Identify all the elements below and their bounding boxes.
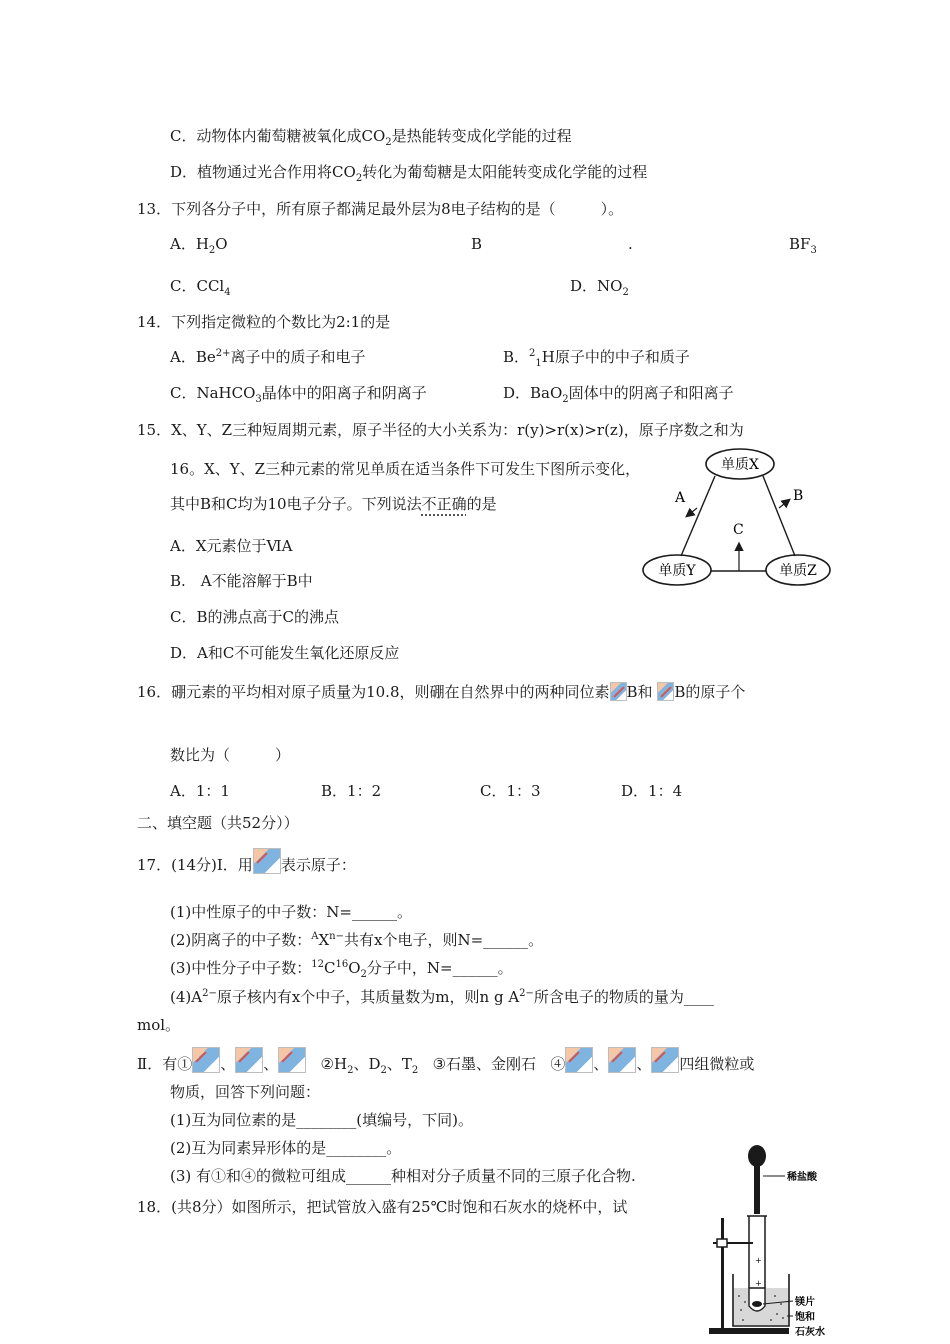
image-placeholder-icon (253, 848, 281, 874)
q16-option-c: C．1：3 (480, 782, 541, 800)
question-15: 15．X、Y、Z三种短周期元素，原子半径的大小关系为：r(y)>r(x)>r(z)，原子序数之和为 (137, 421, 744, 439)
q13-option-d: D．$NO_2$ (570, 277, 629, 298)
question-18: 18．(共8分）如图所示，把试管放入盛有25℃时饱和石灰水的烧杯中，试 (137, 1198, 628, 1216)
label-acid: 稀盐酸 (787, 1172, 817, 1183)
q15-option-c: C．B的沸点高于C的沸点 (170, 608, 339, 626)
section-2-heading: 二、填空题（共52分）） (137, 814, 299, 832)
stand-base (709, 1328, 789, 1334)
q17-part-2-item-1: (1)互为同位素的是________(填编号，下同)。 (170, 1111, 473, 1129)
edge-x-z (763, 476, 795, 556)
q15-option-b: B. A不能溶解于B中 (170, 572, 313, 590)
option-c-text: C．动物体内葡萄糖被氧化成$CO_2$是热能转变成化学能的过程 (170, 127, 572, 148)
image-placeholder-icon (657, 682, 674, 701)
node-x-label: 单质X (721, 457, 759, 473)
q15-option-a: A．X元素位于ⅥA (170, 537, 293, 555)
stand-pole (721, 1218, 724, 1330)
node-z-label: 单质Z (779, 563, 817, 579)
q14-option-d: D．BaO$_2$固体中的阴离子和阳离子 (503, 384, 734, 405)
q17-item-4-cont: mol。 (137, 1016, 181, 1034)
q13-dot: . (628, 235, 633, 253)
q17-item-3: (3)中性分子中子数：$^{12}C^{16}O_2$分子中，N=______。 (170, 959, 513, 980)
reaction-triangle-diagram (635, 448, 835, 590)
q13-option-a: A．$H_2O$ (170, 235, 228, 256)
image-placeholder-icon (608, 1047, 636, 1073)
q16-option-d: D．1：4 (621, 782, 683, 800)
arrow-b (779, 500, 789, 508)
q14-option-a: A．$Be^{2+}$离子中的质子和电子 (170, 348, 366, 366)
apparatus-diagram (705, 1138, 833, 1338)
question-16: 16．硼元素的平均相对原子质量为10.8，则硼在自然界中的两种同位素 B和 B的原子个 (137, 683, 746, 701)
question-13: 13．下列各分子中，所有原子都满足最外层为8电子结构的是（ ）。 (137, 200, 624, 218)
image-placeholder-icon (565, 1047, 593, 1073)
svg-text:+: + (755, 1256, 762, 1265)
image-placeholder-icon (235, 1047, 263, 1073)
image-placeholder-icon (651, 1047, 679, 1073)
q17-part-2-item-2: (2)互为同素异形体的是________。 (170, 1139, 402, 1157)
q15-option-d: D．A和C不可能发生氧化还原反应 (170, 644, 400, 662)
arrow-a (687, 508, 697, 516)
label-sat2: 石灰水 (795, 1327, 825, 1338)
question-15-line3: 其中B和C均为10电子分子。下列说法不正确的是 (170, 495, 497, 513)
q17-item-2: (2)阴离子的中子数：$^AX^{n-}$共有x个电子，则N=______。 (170, 931, 544, 949)
q14-option-c: C．NaHCO$_3$晶体中的阳离子和阴离子 (170, 384, 427, 405)
question-16-line2: 数比为（ ） (170, 746, 291, 764)
dropper-stem (754, 1164, 760, 1214)
label-a: A (675, 490, 686, 506)
question-14: 14．下列指定微粒的个数比为2:1的是 (137, 313, 391, 331)
q17-part-2: Ⅱ．有① 、 、 $②H_2$、$D_2$、$T_2$ ③石墨、金刚石 ④ 、 、 四组微粒或 (137, 1047, 754, 1074)
question-17: 17．(14分)Ⅰ．用 表示原子： (137, 848, 356, 875)
q13-option-b: B (471, 235, 483, 253)
label-b: B (793, 488, 804, 504)
q16-option-a: A．1：1 (170, 782, 230, 800)
q17-part-2-item-3: (3) 有①和④的微粒可组成______种相对分子质量不同的三原子化合物. (170, 1167, 636, 1185)
dropper-bulb (748, 1145, 766, 1167)
option-d-text: D．植物通过光合作用将$CO_2$转化为葡萄糖是太阳能转变成化学能的过程 (170, 163, 648, 184)
magnesium-strip (752, 1301, 762, 1307)
q14-option-b: B．$^2_1$H原子中的中子和质子 (503, 348, 690, 369)
q13-bf3: $BF_3$ (789, 235, 817, 256)
question-15-line2: 16。X、Y、Z三种元素的常见单质在适当条件下可发生下图所示变化， (170, 460, 641, 478)
edge-x-y (681, 476, 715, 556)
q17-item-4: $(4)A^{2-}$原子核内有x个中子，其质量数为m，则n g $A^{2-}$所含电子的物质的量为____ (170, 988, 714, 1006)
node-y-label: 单质Y (658, 563, 696, 579)
label-c: C (733, 522, 744, 538)
label-mg: 镁片 (795, 1297, 815, 1308)
image-placeholder-icon (278, 1047, 306, 1073)
q13-option-c: C．CCl$_4$ (170, 277, 231, 298)
q17-item-1: (1)中性原子的中子数：N=______。 (170, 903, 412, 921)
image-placeholder-icon (192, 1047, 220, 1073)
label-sat1: 饱和 (795, 1312, 815, 1323)
q17-part-2-cont: 物质，回答下列问题： (170, 1083, 321, 1101)
svg-text:+: + (755, 1279, 762, 1288)
q16-option-b: B．1：2 (321, 782, 382, 800)
image-placeholder-icon (610, 682, 627, 701)
